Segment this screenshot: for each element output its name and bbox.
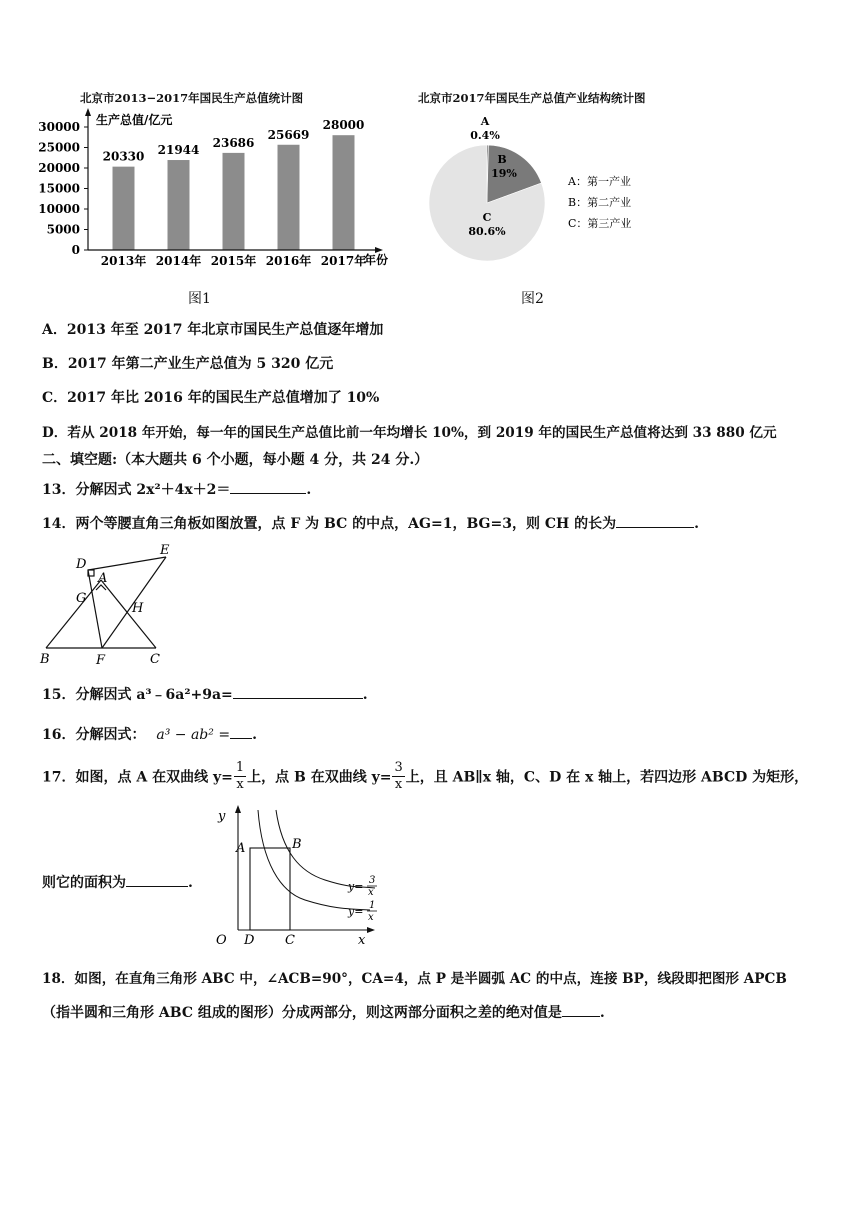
graph-point-a: A — [236, 841, 246, 856]
q14-end: . — [694, 516, 699, 532]
fig1-bar-chart — [30, 105, 400, 270]
point-g: G — [76, 591, 87, 606]
fig2-pie-chart — [415, 110, 675, 270]
q16-answer-blank[interactable] — [230, 724, 252, 739]
q15-answer-blank[interactable] — [233, 684, 363, 699]
legend-item-b: B：第二产业 — [568, 196, 632, 209]
q17-fraction-1-num: 1 — [235, 760, 245, 775]
x-tick-label: 2017年 — [320, 254, 367, 268]
q17-line2: 则它的面积为 — [42, 875, 126, 891]
bar-value-label: 23686 — [212, 135, 255, 150]
question-13 — [42, 479, 311, 499]
y-tick-label: 20000 — [38, 161, 80, 175]
q17-fraction-2-num: 3 — [394, 760, 403, 775]
q17-mid: 上，点 B 在双曲线 y= — [247, 769, 392, 786]
graph-origin-label: O — [216, 933, 227, 948]
bar-value-label: 21944 — [157, 143, 200, 158]
point-h: H — [132, 601, 144, 616]
curve-label-3-lhs: y= — [348, 880, 364, 893]
bar — [113, 167, 135, 250]
fig1-caption: 图1 — [188, 291, 211, 307]
y-tick-label: 5000 — [46, 222, 80, 237]
q17-fraction-2 — [392, 760, 404, 793]
point-f: F — [96, 653, 106, 668]
q17-hyperbola-graph — [210, 802, 385, 950]
curve-label-1-lhs: y= — [348, 905, 364, 918]
graph-y-label: y — [218, 809, 226, 824]
point-e: E — [160, 543, 170, 558]
bar — [223, 153, 245, 250]
question-15 — [42, 684, 368, 704]
x-tick-label: 2016年 — [265, 254, 312, 268]
legend-item-a: A：第一产业 — [568, 175, 631, 188]
curve-label-1-num: 1 — [369, 900, 376, 911]
bar-value-label: 20330 — [102, 149, 145, 164]
option-d: D．若从 2018 年开始，每一年的国民生产总值比前一年均增长 10%，到 2019 年的国民生产总值将达到 33 880 亿元 — [42, 425, 777, 441]
y-axis-arrow — [85, 108, 91, 116]
q16-text: 16．分解因式： — [42, 727, 146, 743]
q17-prefix: 17．如图，点 A 在双曲线 y= — [42, 769, 233, 786]
pie-label-a-letter: A — [480, 115, 490, 128]
x-tick-label: 2014年 — [155, 254, 202, 268]
graph-point-b: B — [292, 837, 302, 852]
bar-value-label: 28000 — [322, 118, 365, 133]
graph-point-c: C — [285, 933, 295, 948]
curve-label-1-den: x — [368, 912, 374, 923]
pie-label-c-letter: C — [482, 211, 492, 224]
q18-line2: （指半圆和三角形 ABC 组成的图形）分成两部分，则这两部分面积之差的绝对值是 — [42, 1005, 562, 1021]
pie-label-c-pct: 80.6% — [468, 225, 506, 238]
question-18-line1: 18．如图，在直角三角形 ABC 中，∠ACB=90°，CA=4，点 P 是半圆弧 AC 的中点，连接 BP，线段即把图形 APCB — [42, 971, 787, 987]
y-tick-label: 10000 — [38, 202, 80, 216]
q17-fraction-1-den: x — [236, 777, 244, 792]
pie-label-b-letter: B — [497, 153, 507, 166]
pie-label-b-pct: 19% — [491, 167, 517, 180]
q15-end: . — [362, 687, 368, 703]
q16-end: . — [252, 727, 257, 743]
y-tick-label: 15000 — [38, 181, 80, 196]
question-17-line2 — [42, 872, 193, 892]
q17-answer-blank[interactable] — [126, 872, 188, 887]
fig1-title: 北京市2013−2017年国民生产总值统计图 — [80, 91, 304, 105]
q14-text: 14．两个等腰直角三角板如图放置，点 F 为 BC 的中点，AG=1，BG=3，则 CH 的长为 — [42, 516, 617, 532]
question-18-line2 — [42, 1002, 605, 1022]
graph-x-label: x — [358, 933, 366, 948]
option-c: C．2017 年比 2016 年的国民生产总值增加了 10% — [42, 390, 380, 406]
question-16 — [42, 724, 257, 744]
q14-answer-blank[interactable] — [616, 513, 694, 528]
graph-point-d: D — [244, 933, 255, 948]
curve-label-3-num: 3 — [369, 875, 376, 886]
q13-text: 13．分解因式 2x²＋4x＋2＝ — [42, 482, 231, 498]
q17-fraction-2-den: x — [394, 777, 403, 792]
point-a: A — [98, 571, 108, 586]
q13-end: . — [306, 482, 312, 498]
x-tick-label: 2015年 — [210, 254, 257, 268]
section-heading: 二、填空题:（本大题共 6 个小题，每小题 4 分，共 24 分.） — [42, 452, 429, 468]
question-17 — [42, 760, 808, 793]
q17-end: . — [188, 875, 193, 891]
pie-label-a-pct: 0.4% — [470, 129, 500, 142]
bar-value-label: 25669 — [267, 127, 310, 142]
q18-end: . — [599, 1005, 605, 1021]
q17-fraction-1 — [234, 760, 246, 793]
bar — [168, 160, 190, 250]
y-tick-label: 25000 — [38, 140, 80, 155]
option-b: B．2017 年第二产业生产总值为 5 320 亿元 — [42, 356, 334, 372]
x-tick-label: 2013年 — [100, 254, 147, 268]
option-a: A．2013 年至 2017 年北京市国民生产总值逐年增加 — [42, 322, 384, 338]
fig2-caption: 图2 — [521, 291, 544, 307]
y-tick-label: 0 — [71, 243, 80, 257]
fig2-title: 北京市2017年国民生产总值产业结构统计图 — [418, 91, 646, 105]
y-tick-label: 30000 — [38, 120, 80, 134]
q14-triangle-figure — [36, 540, 176, 668]
x-axis-unit: 年份 — [364, 253, 389, 267]
legend-item-c: C：第三产业 — [568, 217, 632, 230]
point-b: B — [40, 652, 50, 667]
bar — [333, 135, 355, 250]
question-14 — [42, 513, 699, 533]
q15-text: 15．分解因式 a³﹣6a²+9a= — [42, 687, 233, 703]
q16-expression: a³ − ab² = — [156, 727, 231, 743]
point-d: D — [76, 557, 87, 572]
y-axis-label: 生产总值/亿元 — [96, 113, 173, 127]
q13-answer-blank[interactable] — [230, 479, 306, 494]
curve-label-3-den: x — [368, 887, 374, 898]
point-c: C — [150, 652, 160, 667]
q17-suffix: 上，且 AB∥x 轴，C、D 在 x 轴上，若四边形 ABCD 为矩形， — [405, 769, 809, 786]
bar — [278, 145, 300, 250]
q18-answer-blank[interactable] — [562, 1002, 600, 1017]
